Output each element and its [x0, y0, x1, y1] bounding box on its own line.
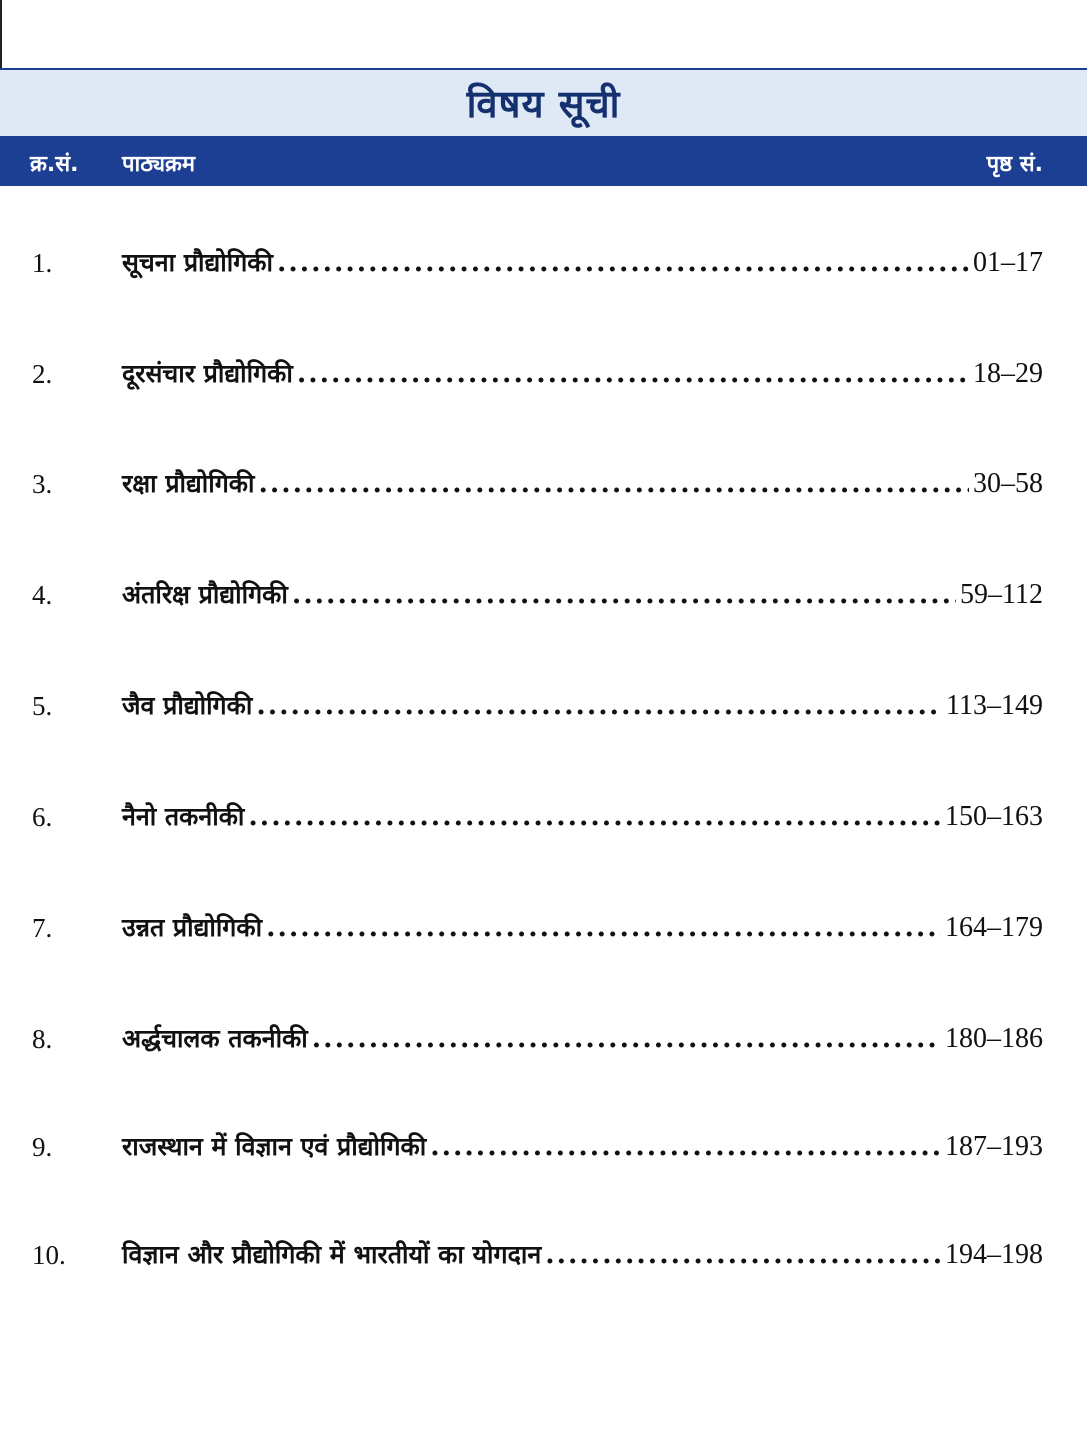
dot-leader	[297, 344, 969, 404]
left-margin-rule	[0, 0, 2, 68]
toc-entry-number: 3.	[32, 469, 53, 499]
toc-entry[interactable]	[0, 233, 1087, 293]
toc-entry-number: 5.	[32, 691, 53, 721]
dot-leader	[266, 898, 941, 958]
toc-entry-pages: 113–149	[946, 690, 1043, 721]
toc-entry-number: 10.	[32, 1240, 66, 1270]
toc-entry-title: सूचना प्रौद्योगिकी	[122, 248, 273, 277]
toc-entry[interactable]	[0, 787, 1087, 847]
toc-entry-number: 6.	[32, 802, 53, 832]
toc-entry-title: अर्द्धचालक तकनीकी	[122, 1024, 308, 1053]
header-course-label: पाठ्यक्रम	[122, 152, 196, 177]
toc-entry-pages: 194–198	[945, 1239, 1043, 1270]
page-title: विषय सूची	[466, 82, 621, 126]
toc-entry[interactable]	[0, 565, 1087, 625]
toc-entry-title: उन्नत प्रौद्योगिकी	[122, 913, 263, 942]
toc-entry-pages: 150–163	[945, 801, 1043, 832]
dot-leader	[430, 1117, 941, 1177]
toc-entry[interactable]	[0, 676, 1087, 736]
toc-entry[interactable]	[0, 344, 1087, 404]
toc-entry-pages: 164–179	[945, 912, 1043, 943]
toc-entry-number: 2.	[32, 359, 53, 389]
toc-entry-pages: 01–17	[973, 247, 1043, 278]
dot-leader	[292, 565, 956, 625]
toc-entry[interactable]	[0, 1117, 1087, 1177]
toc-entry[interactable]	[0, 1225, 1087, 1285]
dot-leader	[545, 1225, 941, 1285]
title-band	[0, 68, 1087, 136]
dot-leader	[248, 787, 941, 847]
toc-entry-number: 4.	[32, 580, 53, 610]
toc-entry-title: दूरसंचार प्रौद्योगिकी	[122, 359, 293, 388]
table-header-bar	[0, 136, 1087, 186]
toc-entry-title: नैनो तकनीकी	[122, 802, 245, 831]
toc-entry-number: 8.	[32, 1024, 53, 1054]
dot-leader	[312, 1009, 941, 1069]
toc-entry-number: 9.	[32, 1132, 53, 1162]
toc-entry-pages: 59–112	[960, 579, 1043, 610]
toc-entry-number: 7.	[32, 913, 53, 943]
toc-entry-title: राजस्थान में विज्ञान एवं प्रौद्योगिकी	[122, 1132, 427, 1161]
dot-leader	[258, 454, 969, 514]
toc-entry-title: अंतरिक्ष प्रौद्योगिकी	[122, 580, 288, 609]
header-page-label: पृष्ठ सं.	[986, 152, 1043, 177]
toc-entry-pages: 30–58	[973, 468, 1043, 499]
toc-entry[interactable]	[0, 1009, 1087, 1069]
toc-entry-pages: 187–193	[945, 1131, 1043, 1162]
toc-entry-title: विज्ञान और प्रौद्योगिकी में भारतीयों का योगदान	[122, 1240, 542, 1269]
dot-leader	[256, 676, 942, 736]
dot-leader	[277, 233, 969, 293]
toc-entry[interactable]	[0, 898, 1087, 958]
toc-entry-pages: 180–186	[945, 1023, 1043, 1054]
toc-entry-pages: 18–29	[973, 358, 1043, 389]
header-serial-label: क्र.सं.	[30, 152, 79, 177]
toc-entry-number: 1.	[32, 248, 53, 278]
toc-entry-title: रक्षा प्रौद्योगिकी	[122, 469, 255, 498]
toc-entry-title: जैव प्रौद्योगिकी	[122, 691, 253, 720]
toc-entry[interactable]	[0, 454, 1087, 514]
